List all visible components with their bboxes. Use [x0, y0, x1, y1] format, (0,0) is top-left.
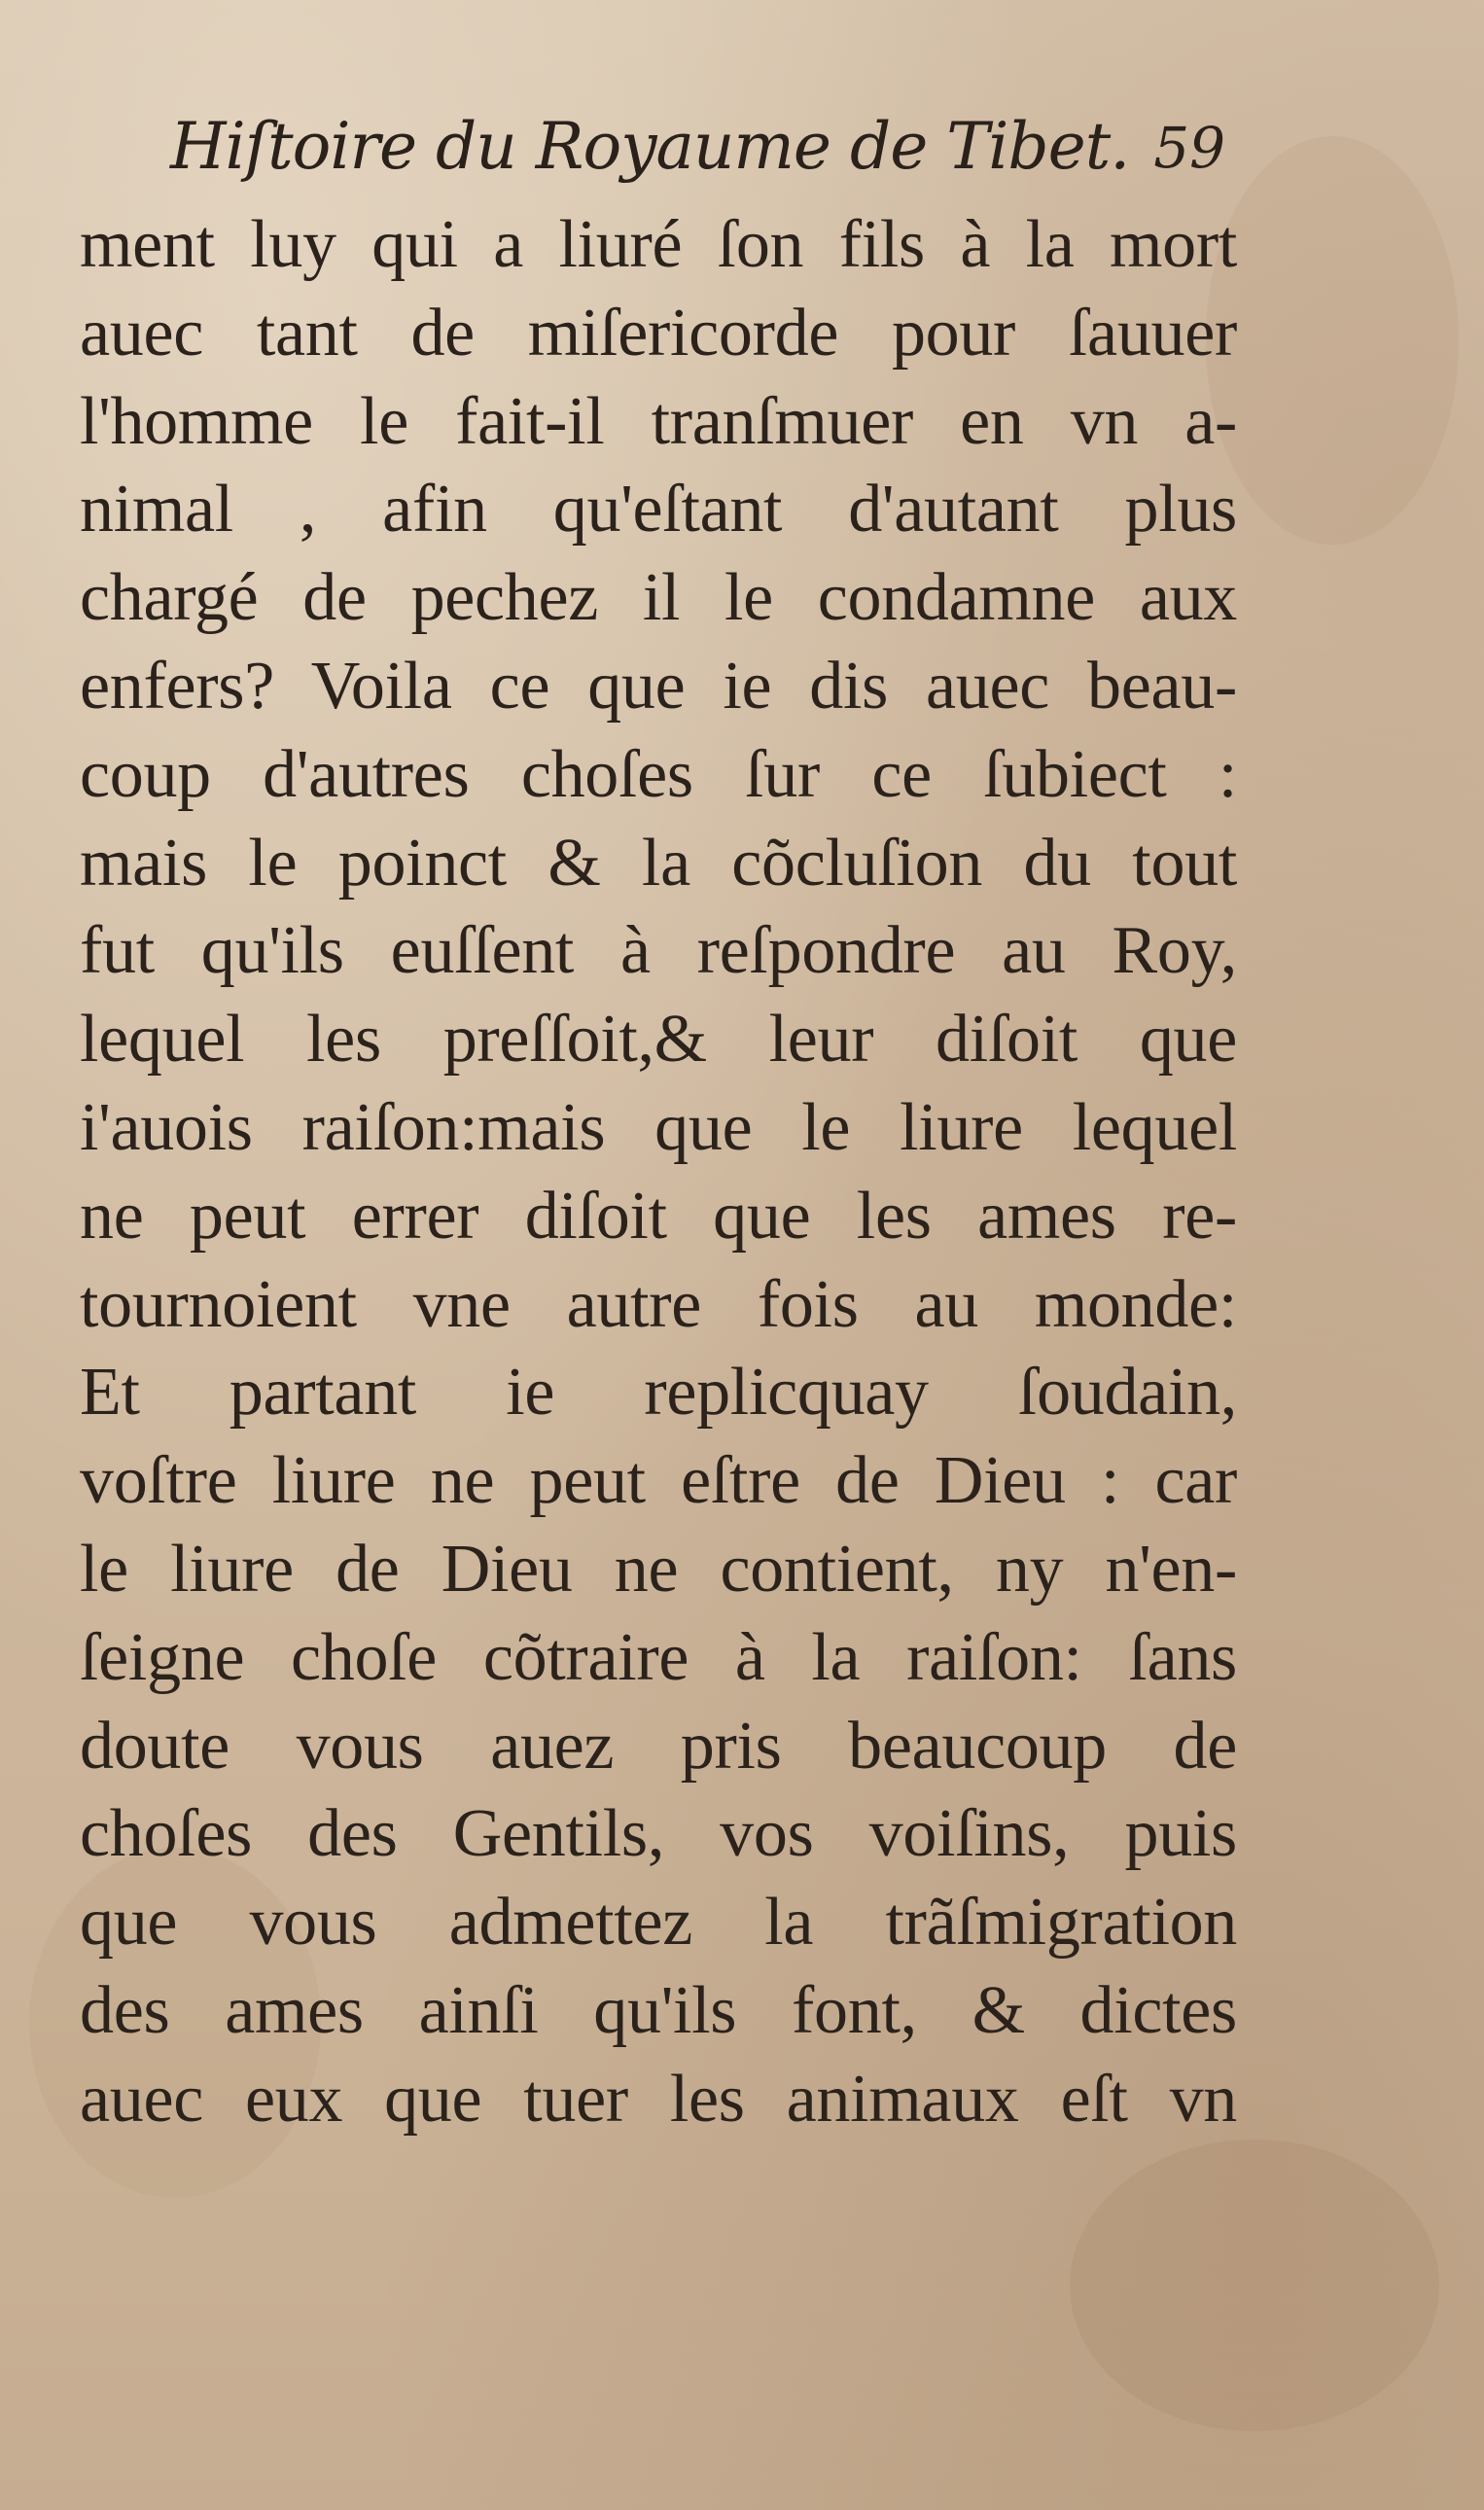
text-line: mais le poinct & la cõcluſion du tout: [80, 825, 1237, 901]
text-line: ſeigne choſe cõtraire à la raiſon: ſans: [80, 1619, 1237, 1695]
paper-stain: [1206, 136, 1459, 545]
text-line: lequel les preſſoit,& leur diſoit que: [80, 1002, 1237, 1078]
body-text: [80, 201, 1237, 2144]
text-line: tournoient vne autre fois au monde:: [80, 1266, 1237, 1342]
text-line: doute vous auez pris beaucoup de: [80, 1708, 1237, 1784]
text-line: i'auois raiſon:mais que le liure lequel: [80, 1089, 1237, 1165]
running-title: Hiſtoire du Royaume de Tibet.: [170, 109, 1130, 184]
text-line: auec eux que tuer les animaux eſt vn: [80, 2061, 1237, 2137]
paper-stain: [1070, 2139, 1439, 2431]
text-line: l'homme le fait-il tranſmuer en vn a-: [80, 383, 1237, 459]
text-line: nimal , afin qu'eſtant d'autant plus: [80, 472, 1237, 548]
text-line: chargé de pechez il le condamne aux: [80, 560, 1237, 636]
text-line: des ames ainſi qu'ils font, & dictes: [80, 1972, 1237, 2048]
text-line: le liure de Dieu ne contient, ny n'en-: [80, 1531, 1237, 1607]
text-line: auec tant de miſericorde pour ſauuer: [80, 295, 1237, 371]
text-line: fut qu'ils euſſent à reſpondre au Roy,: [80, 913, 1237, 989]
running-head: [170, 109, 1225, 192]
text-line: ne peut errer diſoit que les ames re-: [80, 1178, 1237, 1254]
text-line: enfers? Voila ce que ie dis auec beau-: [80, 648, 1237, 724]
text-line: choſes des Gentils, vos voiſins, puis: [80, 1796, 1237, 1872]
text-line: que vous admettez la trãſmigration: [80, 1885, 1237, 1961]
text-line: ment luy qui a liuré ſon fils à la mort: [80, 207, 1237, 282]
text-line: voſtre liure ne peut eſtre de Dieu : car: [80, 1443, 1237, 1519]
text-line: coup d'autres choſes ſur ce ſubiect :: [80, 736, 1237, 812]
page-number: 59: [1153, 115, 1225, 181]
text-line: Et partant ie replicquay ſoudain,: [80, 1355, 1237, 1431]
